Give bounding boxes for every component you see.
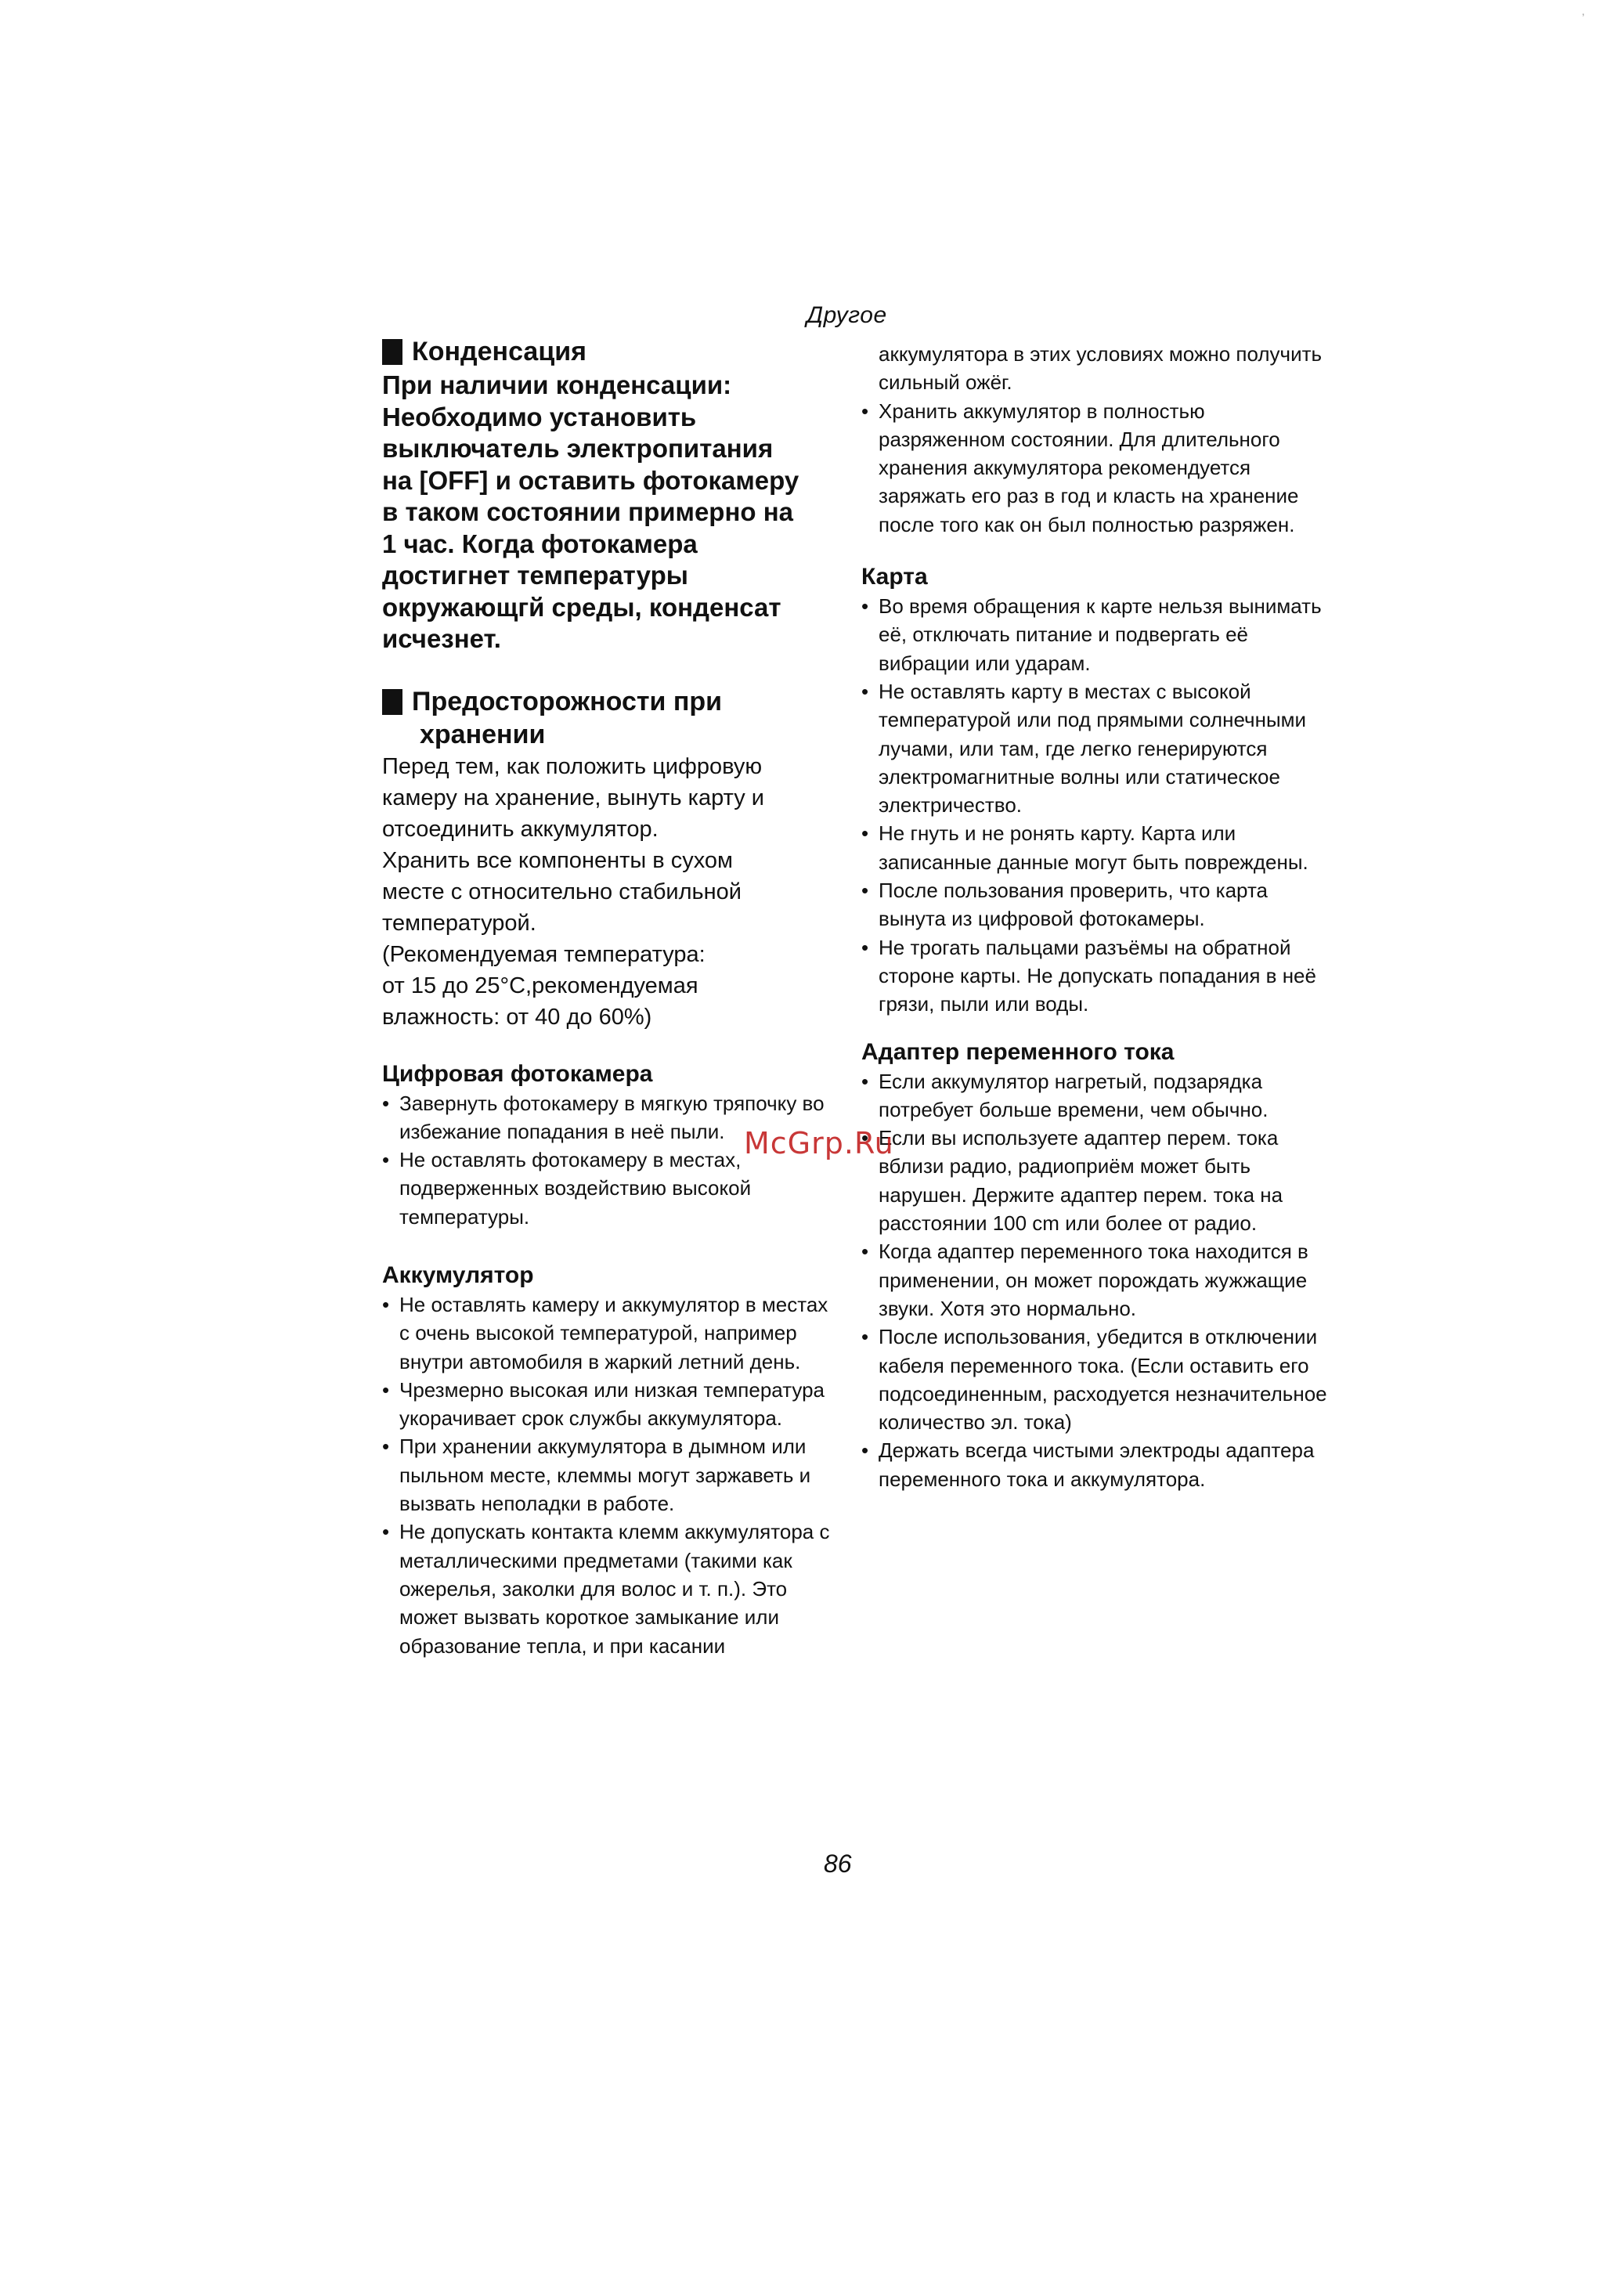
storage-line: камеру на хранение, вынуть карту и (382, 785, 764, 810)
square-bullet-icon (382, 689, 402, 715)
list-item: • Не гнуть и не ронять карту. Карта или записанные данные могут быть повреждены. (861, 819, 1331, 876)
right-column (861, 335, 1331, 1493)
page-number: 86 (824, 1850, 852, 1878)
adapter-list (861, 1067, 1331, 1493)
list-item: • Если аккумулятор нагретый, подзарядка потребует больше времени, чем обычно. (861, 1067, 1331, 1124)
condensation-heading (382, 335, 836, 368)
storage-line: Перед тем, как положить цифровую (382, 753, 763, 779)
condensation-line: достигнет температуры (382, 561, 688, 590)
storage-line: температурой. (382, 910, 536, 936)
condensation-line: на [OFF] и оставить фотокамеру (382, 465, 799, 495)
card-list (861, 592, 1331, 1018)
storage-line: Хранить все компоненты в сухом (382, 847, 733, 873)
list-item: • После использования, убедится в отключении кабеля переменного тока. (Если оставить его подсоединенным, расходуется незначительное количество эл. тока) (861, 1323, 1331, 1436)
storage-line: (Рекомендуемая температура: (382, 941, 706, 967)
camera-title: Цифровая фотокамера (382, 1060, 653, 1087)
battery-list (382, 1290, 836, 1660)
scan-mark: , (1582, 5, 1585, 17)
section-header: Другое (807, 302, 887, 328)
list-item: • Во время обращения к карте нельзя вынимать её, отключать питание и подвергать её вибрации или ударам. (861, 592, 1331, 677)
storage-line: от 15 до 25°C,рекомендуемая (382, 973, 698, 998)
list-item: • Если вы используете адаптер перем. тока вблизи радио, радиоприём может быть нарушен. Держите адаптер перем. тока на расстоянии 100 cm или более от радио. (861, 1124, 1331, 1237)
storage-text (382, 751, 836, 1033)
storage-heading (382, 685, 836, 751)
list-item: • Держать всегда чистыми электроды адаптера переменного тока и аккумулятора. (861, 1436, 1331, 1493)
condensation-line: окружающгй среды, конденсат (382, 592, 781, 622)
list-item: • При хранении аккумулятора в дымном или пыльном месте, клеммы могут заржаветь и вызвать неполадки в работе. (382, 1432, 836, 1518)
storage-title (412, 685, 722, 751)
list-item: • Не допускать контакта клемм аккумулятора с металлическими предметами (такими как ожерелья, заколки для волос и т. п.). Это может вызвать короткое замыкание или образование тепла, и при касании (382, 1518, 836, 1659)
list-item: • Не трогать пальцами разъёмы на обратной стороне карты. Не допускать попадания в неё грязи, пыли или воды. (861, 933, 1331, 1019)
list-item: • Когда адаптер переменного тока находится в применении, он может порождать жужжащие звуки. Хотя это нормально. (861, 1237, 1331, 1323)
battery-title: Аккумулятор (382, 1261, 534, 1288)
list-item: • Завернуть фотокамеру в мягкую тряпочку во избежание попадания в неё пыли. (382, 1089, 836, 1146)
adapter-title: Адаптер переменного тока (861, 1038, 1175, 1065)
condensation-line: 1 час. Когда фотокамера (382, 529, 698, 558)
storage-line: влажность: от 40 до 60%) (382, 1004, 652, 1030)
list-item: • Чрезмерно высокая или низкая температура укорачивает срок службы аккумулятора. (382, 1376, 836, 1433)
condensation-line: При наличии конденсации: (382, 370, 732, 399)
condensation-line: исчезнет. (382, 624, 501, 653)
battery-list-continued (861, 397, 1331, 539)
condensation-line: выключатель электропитания (382, 434, 774, 463)
storage-title-line1: Предосторожности при (412, 686, 723, 716)
condensation-line: Необходимо установить (382, 402, 697, 431)
condensation-text (382, 370, 836, 655)
site-watermark: McGrp.Ru (744, 1126, 894, 1160)
condensation-title: Конденсация (412, 337, 586, 366)
left-column (382, 335, 836, 1660)
storage-title-line2: хранении (420, 719, 546, 749)
square-bullet-icon (382, 339, 402, 365)
list-item: • Не оставлять фотокамеру в местах, подверженных воздействию высокой температуры. (382, 1146, 836, 1231)
list-item: • Не оставлять камеру и аккумулятор в местах с очень высокой температурой, например внутри автомобиля в жаркий летний день. (382, 1290, 836, 1376)
list-item: • Хранить аккумулятор в полностью разряженном состоянии. Для длительного хранения аккумулятора рекомендуется заряжать его раз в год и класть на хранение после того как он был полностью разряжен. (861, 397, 1331, 539)
list-item: • Не оставлять карту в местах с высокой температурой или под прямыми солнечными лучами, или там, где легко генерируются электромагнитные волны или статическое электричество. (861, 677, 1331, 819)
battery-continued: аккумулятора в этих условиях можно получить сильный ожёг. (879, 342, 1323, 395)
storage-line: месте с относительно стабильной (382, 879, 742, 904)
storage-line: отсоединить аккумулятор. (382, 816, 659, 842)
card-title: Карта (861, 564, 928, 590)
list-item: • После пользования проверить, что карта вынута из цифровой фотокамеры. (861, 876, 1331, 933)
condensation-line: в таком состоянии примерно на (382, 497, 794, 526)
